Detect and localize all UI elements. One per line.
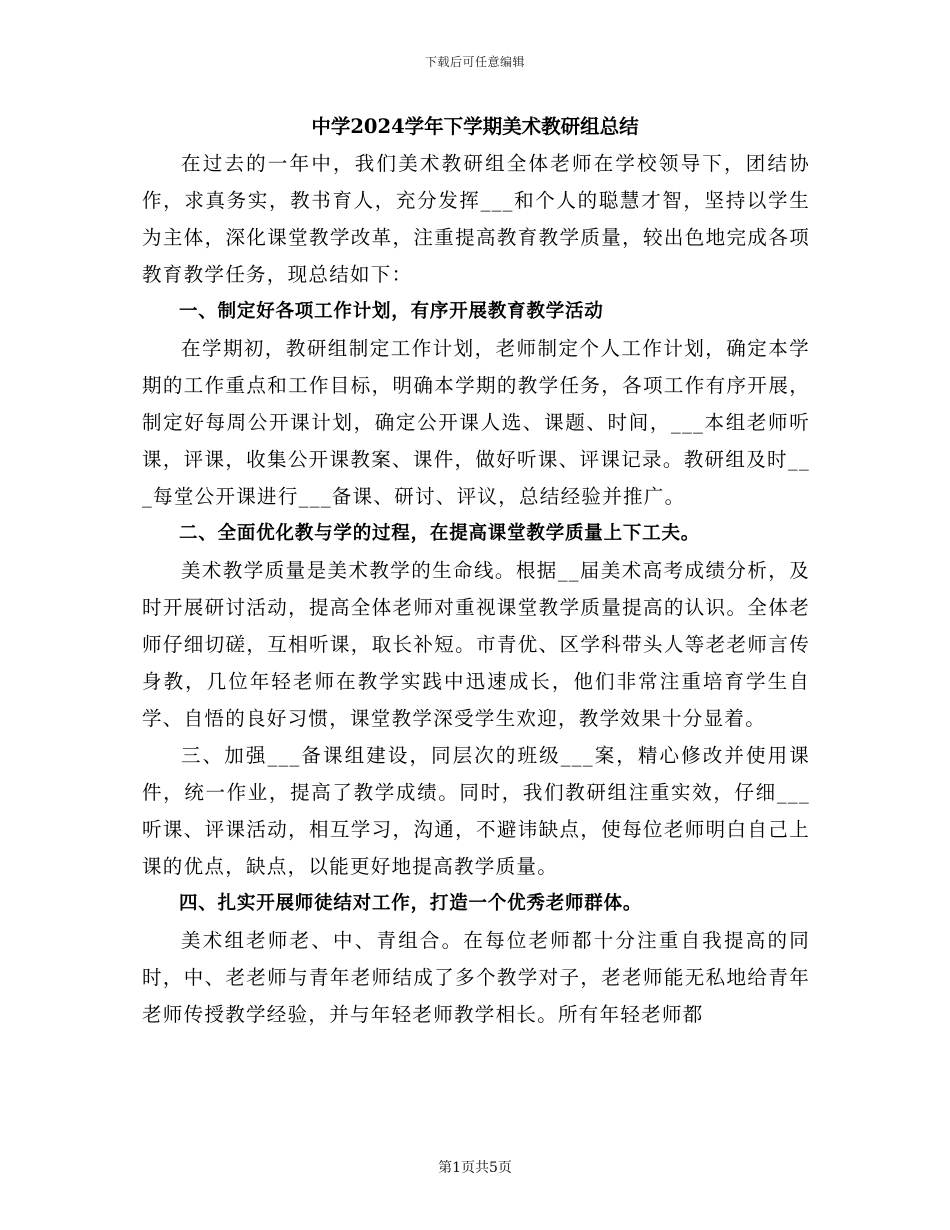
section-4-paragraph: 美术组老师老、中、青组合。在每位老师都十分注重自我提高的同时，中、老老师与青年老师结成了多个教学对子，老老师能无私地给青年老师传授教学经验，并与年轻老师教学相长。所有年轻老师都	[142, 929, 810, 1026]
page-header-note: 下载后可任意编辑	[424, 55, 525, 69]
section-heading-1: 一、制定好各项工作计划，有序开展教育教学活动	[179, 301, 604, 322]
section-heading-4: 四、扎实开展师徒结对工作，打造一个优秀老师群体。	[179, 893, 643, 914]
intro-paragraph: 在过去的一年中，我们美术教研组全体老师在学校领导下，团结协作，求真务实，教书育人，充分发挥___和个人的聪慧才智，坚持以学生为主体，深化课堂教学改革，注重提高教育教学质量，较出色地完成各项教育教学任务，现总结如下：	[142, 152, 810, 286]
section-2-paragraph: 美术教学质量是美术教学的生命线。根据__届美术高考成绩分析，及时开展研讨活动，提高全体老师对重视课堂教学质量提高的认识。全体老师仔细切磋，互相听课，取长补短。市青优、区学科带头人等老老师言传身教，几位年轻老师在教学实践中迅速成长，他们非常注重培育学生自学、自悟的良好习惯，课堂教学深受学生欢迎，教学效果十分显着。	[142, 559, 810, 730]
section-3-paragraph: 三、加强___备课组建设，同层次的班级___案，精心修改并使用课件，统一作业，提高了教学成绩。同时，我们教研组注重实效，仔细___听课、评课活动，相互学习，沟通，不避讳缺点，使每位老师明白自己上课的优点，缺点，以能更好地提高教学质量。	[142, 744, 810, 878]
section-heading-2: 二、全面优化教与学的过程，在提高课堂教学质量上下工夫。	[179, 523, 701, 544]
section-1-paragraph: 在学期初，教研组制定工作计划，老师制定个人工作计划，确定本学期的工作重点和工作目标，明确本学期的教学任务，各项工作有序开展，制定好每周公开课计划，确定公开课人选、课题、时间，___本组老师听课，评课，收集公开课教案、课件，做好听课、评课记录。教研组及时___每堂公开课进行___备课、研讨、评议，总结经验并推广。	[142, 337, 810, 508]
document-body	[142, 145, 810, 1033]
page-number: 第1页共5页	[438, 1160, 512, 1176]
document-title: 中学2024学年下学期美术教研组总结	[311, 115, 639, 138]
